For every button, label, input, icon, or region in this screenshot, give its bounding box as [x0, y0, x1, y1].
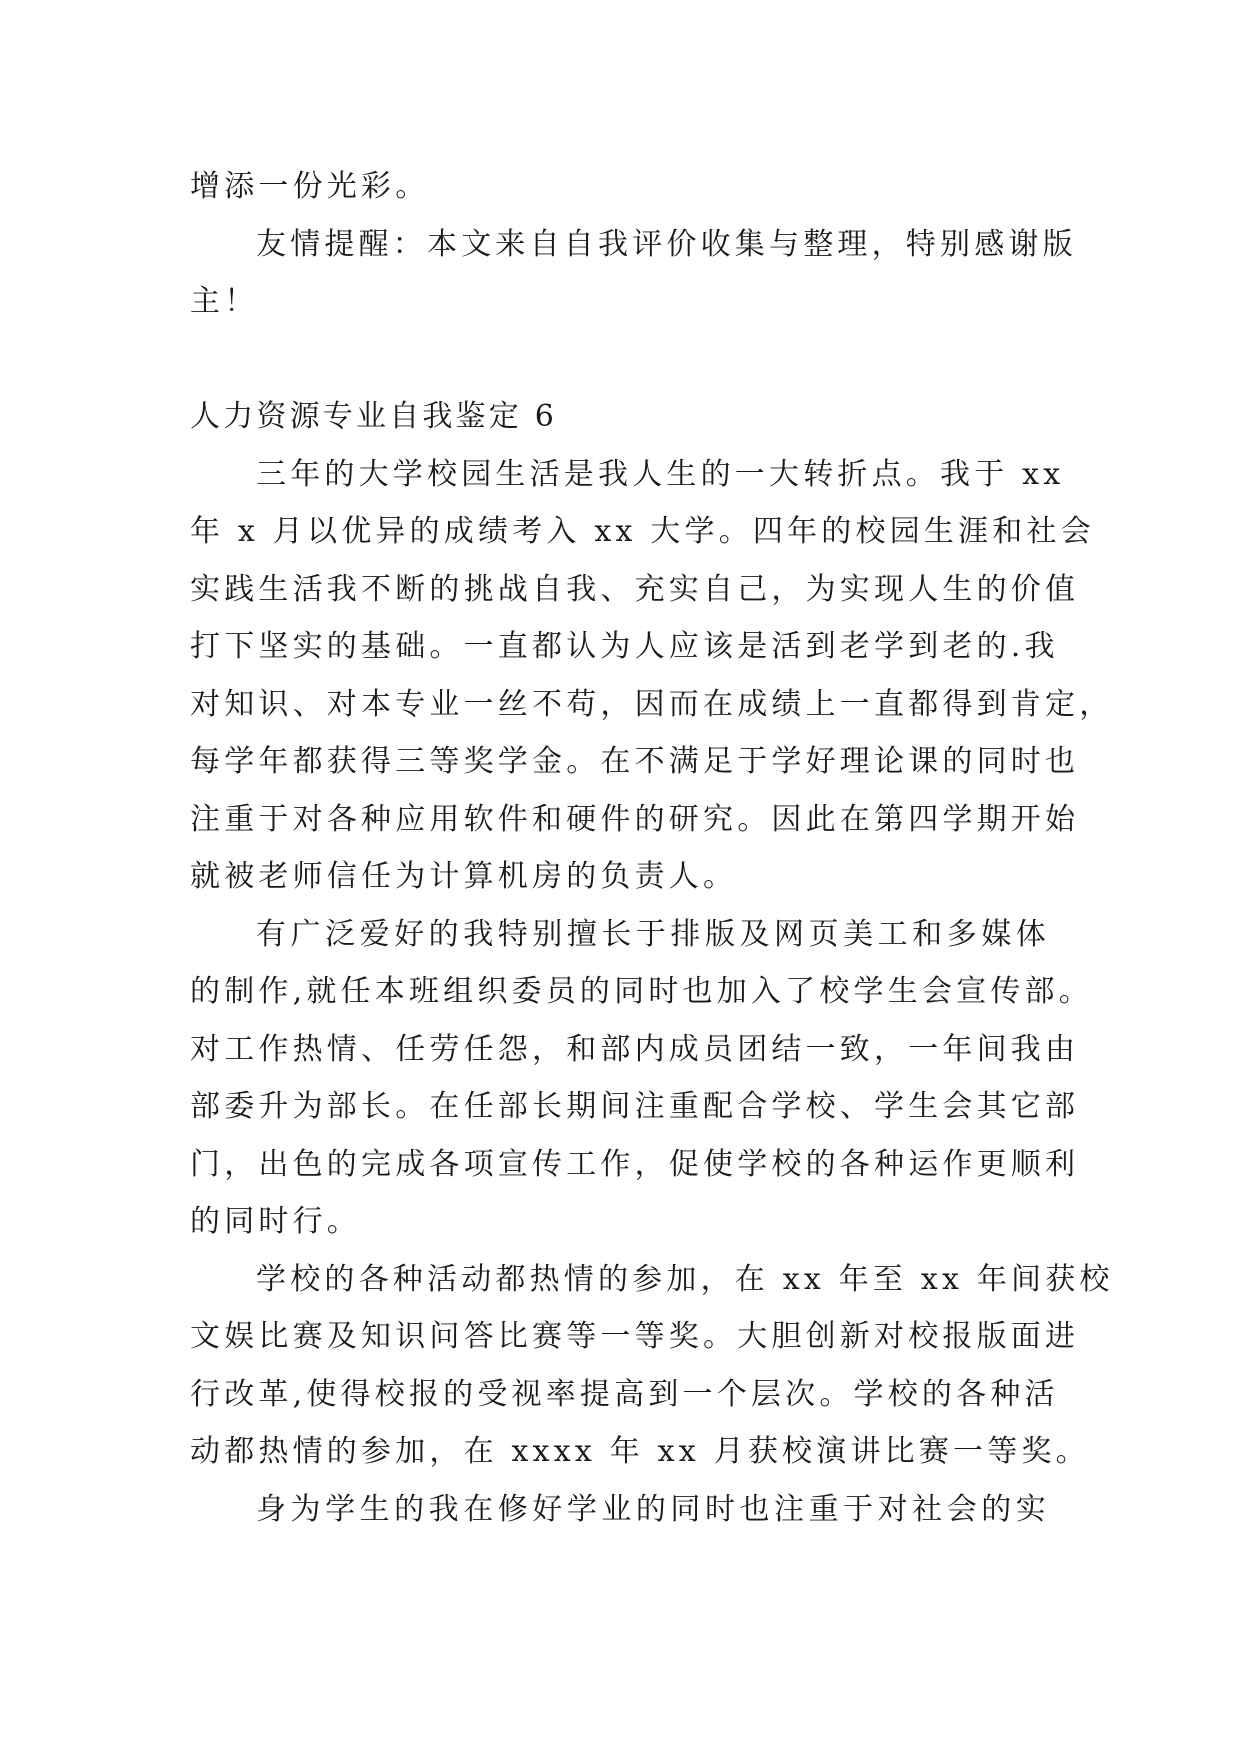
- text-line: 每学年都获得三等奖学金。在不满足于学好理论课的同时也: [190, 744, 1080, 779]
- text-line: 文娱比赛及知识问答比赛等一等奖。大胆创新对校报版面进: [190, 1319, 1080, 1354]
- text-line: 行改革,使得校报的受视率提高到一个层次。学校的各种活: [190, 1376, 1059, 1412]
- paragraph-3: [190, 1251, 1114, 1481]
- text-line: 动都热情的参加，在 xxxx 年 xx 月获校演讲比赛一等奖。: [190, 1434, 1090, 1469]
- text-line: 对知识、对本专业一丝不苟，因而在成绩上一直都得到肯定，: [190, 686, 1114, 722]
- text-line: 有广泛爱好的我特别擅长于排版及网页美工和多媒体: [256, 916, 1050, 952]
- paragraph-4: [190, 1481, 1050, 1539]
- text-line: 学校的各种活动都热情的参加，在 xx 年至 xx 年间获校: [256, 1261, 1114, 1297]
- document-body: [190, 158, 1114, 1538]
- text-line: 实践生活我不断的挑战自我、充实自己，为实现人生的价值: [190, 571, 1080, 607]
- text-line: 部委升为部长。在任部长期间注重配合学校、学生会其它部: [190, 1089, 1080, 1124]
- paragraph-1: [190, 446, 1114, 906]
- text-line: 的同时行。: [190, 1204, 361, 1239]
- intro-paragraph: [190, 158, 1050, 216]
- section-heading: 人力资源专业自我鉴定 6: [190, 399, 558, 434]
- text-line: 打下坚实的基础。一直都认为人应该是活到老学到老的.我: [190, 629, 1059, 664]
- text-line: 增添一份光彩。: [190, 169, 430, 204]
- text-line: 身为学生的我在修好学业的同时也注重于对社会的实: [256, 1491, 1050, 1527]
- text-line: 主！: [190, 284, 259, 319]
- paragraph-2: [190, 906, 1093, 1251]
- text-line: 对工作热情、任劳任怨，和部内成员团结一致，一年间我由: [190, 1031, 1080, 1067]
- text-line: 就被老师信任为计算机房的负责人。: [190, 859, 738, 894]
- text-line: 注重于对各种应用软件和硬件的研究。因此在第四学期开始: [190, 801, 1080, 837]
- text-line: 门，出色的完成各项宣传工作，促使学校的各种运作更顺利: [190, 1146, 1080, 1182]
- text-line: 的制作,就任本班组织委员的同时也加入了校学生会宣传部。: [190, 974, 1093, 1009]
- text-line: 友情提醒：本文来自自我评价收集与整理，特别感谢版: [256, 226, 1077, 262]
- text-line: 年 x 月以优异的成绩考入 xx 大学。四年的校园生涯和社会: [190, 514, 1095, 549]
- text-line: 三年的大学校园生活是我人生的一大转折点。我于 xx: [256, 456, 1065, 492]
- reminder-paragraph: [190, 216, 1077, 331]
